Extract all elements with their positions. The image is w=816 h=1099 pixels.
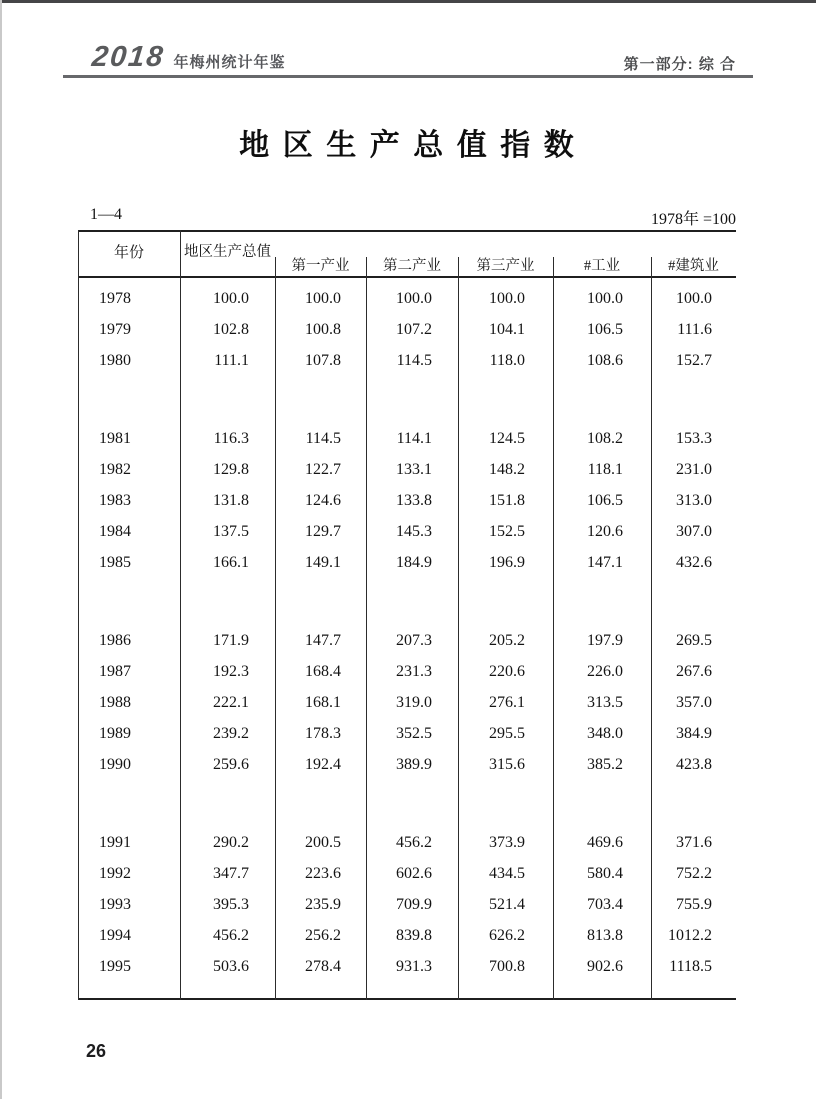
page-number: 26	[86, 1041, 107, 1061]
table-row	[78, 625, 736, 656]
value-cell: 104.1	[489, 321, 525, 338]
table-row	[78, 547, 736, 578]
value-cell: 226.0	[587, 663, 623, 680]
column-header-grp: 地区生产总值	[184, 244, 271, 260]
value-cell: 1012.2	[668, 927, 712, 944]
table-number: 1—4	[90, 206, 122, 223]
value-cell: 432.6	[676, 554, 712, 571]
year-cell: 1978	[99, 290, 131, 307]
value-cell: 133.1	[396, 461, 432, 478]
row-group-spacer	[78, 578, 736, 625]
year-cell: 1994	[99, 927, 131, 944]
value-cell: 223.6	[305, 865, 341, 882]
value-cell: 129.7	[305, 523, 341, 540]
value-cell: 108.6	[587, 352, 623, 369]
value-cell: 107.8	[305, 352, 341, 369]
year-cell: 1980	[99, 352, 131, 369]
yearbook-logo-group	[92, 43, 286, 72]
table-row	[78, 858, 736, 889]
value-cell: 220.6	[489, 663, 525, 680]
year-cell: 1982	[99, 461, 131, 478]
value-cell: 111.6	[677, 321, 712, 338]
value-cell: 207.3	[396, 632, 432, 649]
value-cell: 124.6	[305, 492, 341, 509]
value-cell: 196.9	[489, 554, 525, 571]
table-row	[78, 485, 736, 516]
value-cell: 352.5	[396, 725, 432, 742]
value-cell: 456.2	[213, 927, 249, 944]
value-cell: 131.8	[213, 492, 249, 509]
value-cell: 116.3	[213, 430, 249, 447]
value-cell: 102.8	[213, 321, 249, 338]
value-cell: 118.0	[489, 352, 525, 369]
value-cell: 307.0	[676, 523, 712, 540]
value-cell: 395.3	[213, 896, 249, 913]
section-label: 第一部分: 综 合	[623, 56, 736, 73]
page-top-edge	[0, 0, 816, 3]
year-cell: 1988	[99, 694, 131, 711]
column-header-construction: #建筑业	[668, 258, 719, 274]
table-row	[78, 889, 736, 920]
column-header-industry: #工业	[583, 258, 621, 274]
year-cell: 1984	[99, 523, 131, 540]
row-group-spacer	[78, 780, 736, 827]
running-header	[0, 41, 816, 78]
yearbook-title: 年梅州统计年鉴	[173, 54, 286, 71]
value-cell: 521.4	[489, 896, 525, 913]
value-cell: 107.2	[396, 321, 432, 338]
value-cell: 256.2	[305, 927, 341, 944]
value-cell: 100.0	[587, 290, 623, 307]
value-cell: 166.1	[213, 554, 249, 571]
value-cell: 133.8	[396, 492, 432, 509]
value-cell: 147.7	[305, 632, 341, 649]
value-cell: 235.9	[305, 896, 341, 913]
value-cell: 178.3	[305, 725, 341, 742]
value-cell: 231.3	[396, 663, 432, 680]
value-cell: 120.6	[587, 523, 623, 540]
value-cell: 434.5	[489, 865, 525, 882]
value-cell: 347.7	[213, 865, 249, 882]
value-cell: 813.8	[587, 927, 623, 944]
value-cell: 145.3	[396, 523, 432, 540]
table-row	[78, 283, 736, 314]
value-cell: 100.0	[213, 290, 249, 307]
table-row	[78, 827, 736, 858]
value-cell: 192.4	[305, 756, 341, 773]
year-cell: 1991	[99, 834, 131, 851]
value-cell: 423.8	[676, 756, 712, 773]
value-cell: 100.8	[305, 321, 341, 338]
table-row	[78, 423, 736, 454]
table-row	[78, 920, 736, 951]
value-cell: 108.2	[587, 430, 623, 447]
value-cell: 118.1	[587, 461, 623, 478]
column-header-year: 年份	[113, 245, 144, 261]
value-cell: 267.6	[676, 663, 712, 680]
value-cell: 200.5	[305, 834, 341, 851]
value-cell: 931.3	[396, 958, 432, 975]
value-cell: 114.1	[396, 430, 432, 447]
value-cell: 168.4	[305, 663, 341, 680]
column-header-primary-industry: 第一产业	[291, 258, 350, 274]
table-row	[78, 687, 736, 718]
value-cell: 1118.5	[669, 958, 712, 975]
value-cell: 269.5	[676, 632, 712, 649]
table-row	[78, 516, 736, 547]
value-cell: 192.3	[213, 663, 249, 680]
table-border-bottom	[78, 998, 736, 1000]
value-cell: 602.6	[396, 865, 432, 882]
value-cell: 752.2	[676, 865, 712, 882]
year-cell: 1986	[99, 632, 131, 649]
column-header-secondary-industry: 第二产业	[383, 258, 441, 274]
value-cell: 231.0	[676, 461, 712, 478]
value-cell: 290.2	[213, 834, 249, 851]
value-cell: 700.8	[489, 958, 525, 975]
table-row	[78, 656, 736, 687]
header-rule	[63, 75, 753, 78]
value-cell: 626.2	[489, 927, 525, 944]
year-cell: 1995	[99, 958, 131, 975]
value-cell: 839.8	[396, 927, 432, 944]
year-cell: 1990	[99, 756, 131, 773]
value-cell: 197.9	[587, 632, 623, 649]
value-cell: 319.0	[396, 694, 432, 711]
year-cell: 1987	[99, 663, 131, 680]
value-cell: 114.5	[305, 430, 341, 447]
value-cell: 137.5	[213, 523, 249, 540]
table-row	[78, 951, 736, 982]
value-cell: 313.5	[587, 694, 623, 711]
value-cell: 100.0	[396, 290, 432, 307]
value-cell: 373.9	[489, 834, 525, 851]
value-cell: 276.1	[489, 694, 525, 711]
value-cell: 371.6	[676, 834, 712, 851]
table-row	[78, 749, 736, 780]
value-cell: 703.4	[587, 896, 623, 913]
value-cell: 755.9	[676, 896, 712, 913]
value-cell: 152.7	[676, 352, 712, 369]
page-left-edge	[0, 0, 2, 1099]
year-cell: 1989	[99, 725, 131, 742]
value-cell: 389.9	[396, 756, 432, 773]
value-cell: 147.1	[587, 554, 623, 571]
value-cell: 149.1	[305, 554, 341, 571]
value-cell: 313.0	[676, 492, 712, 509]
value-cell: 111.1	[214, 352, 249, 369]
value-cell: 357.0	[676, 694, 712, 711]
value-cell: 222.1	[213, 694, 249, 711]
value-cell: 709.9	[396, 896, 432, 913]
value-cell: 278.4	[305, 958, 341, 975]
value-cell: 469.6	[587, 834, 623, 851]
value-cell: 168.1	[305, 694, 341, 711]
value-cell: 239.2	[213, 725, 249, 742]
value-cell: 456.2	[396, 834, 432, 851]
column-header-tertiary-industry: 第三产业	[476, 258, 535, 274]
value-cell: 106.5	[587, 321, 623, 338]
year-cell: 1979	[99, 321, 131, 338]
value-cell: 100.0	[676, 290, 712, 307]
year-cell: 1985	[99, 554, 131, 571]
value-cell: 153.3	[676, 430, 712, 447]
value-cell: 100.0	[305, 290, 341, 307]
value-cell: 184.9	[396, 554, 432, 571]
value-cell: 259.6	[213, 756, 249, 773]
table-row	[78, 718, 736, 749]
value-cell: 124.5	[489, 430, 525, 447]
year-cell: 1993	[99, 896, 131, 913]
value-cell: 205.2	[489, 632, 525, 649]
table-row	[78, 345, 736, 376]
value-cell: 385.2	[587, 756, 623, 773]
value-cell: 315.6	[489, 756, 525, 773]
base-period-note: 1978年 =100	[650, 211, 736, 228]
statistics-table	[78, 230, 736, 1000]
value-cell: 100.0	[489, 290, 525, 307]
yearbook-edition-logo: 2018	[90, 41, 167, 73]
value-cell: 152.5	[489, 523, 525, 540]
value-cell: 114.5	[396, 352, 432, 369]
table-row	[78, 314, 736, 345]
year-cell: 1983	[99, 492, 131, 509]
page-title: 地 区 生 产 总 值 指 数	[239, 129, 577, 162]
value-cell: 122.7	[305, 461, 341, 478]
value-cell: 151.8	[489, 492, 525, 509]
value-cell: 129.8	[213, 461, 249, 478]
year-cell: 1992	[99, 865, 131, 882]
row-group-spacer	[78, 376, 736, 423]
value-cell: 171.9	[213, 632, 249, 649]
table-row	[78, 454, 736, 485]
value-cell: 503.6	[213, 958, 249, 975]
value-cell: 348.0	[587, 725, 623, 742]
value-cell: 384.9	[676, 725, 712, 742]
value-cell: 106.5	[587, 492, 623, 509]
value-cell: 902.6	[587, 958, 623, 975]
value-cell: 580.4	[587, 865, 623, 882]
value-cell: 295.5	[489, 725, 525, 742]
table-body	[78, 278, 736, 982]
value-cell: 148.2	[489, 461, 525, 478]
year-cell: 1981	[99, 430, 131, 447]
